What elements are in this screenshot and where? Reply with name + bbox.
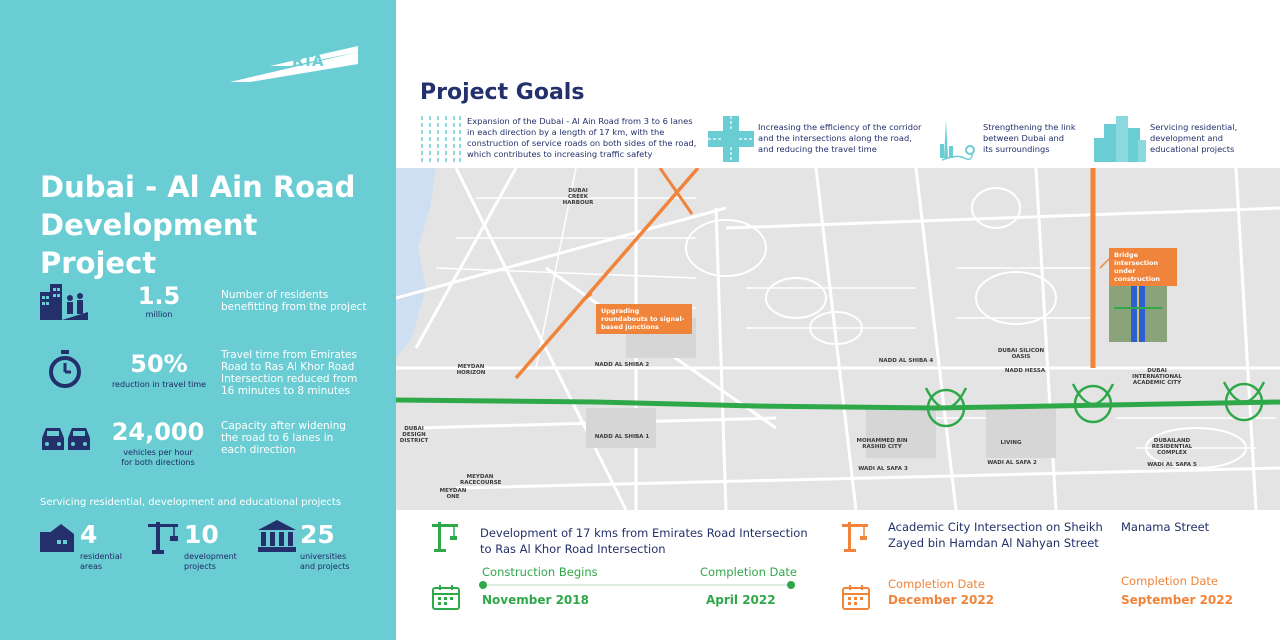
travel-time-description: Travel time from Emirates Road to Ras Al Khor Road Intersection reduced from 16 minutes to 8 minutes <box>221 349 358 397</box>
capacity-unit: vehicles per hour for both directions <box>121 448 195 467</box>
calendar-green-icon <box>432 584 460 610</box>
goal-efficiency: Increasing the efficiency of the corridor and the intersections along the road, and reducing the travel time <box>758 122 922 154</box>
academic-completion-label: Completion Date <box>888 577 986 591</box>
map-label: NADD HESSA <box>1004 368 1046 374</box>
map-label: WADI AL SAFA 5 <box>1147 462 1197 468</box>
rta-logo <box>230 46 358 86</box>
buildings-people-icon <box>40 282 88 320</box>
development-label: development projects <box>184 552 237 571</box>
crane-green-icon <box>432 520 458 552</box>
travel-time-number: 50% <box>130 350 188 378</box>
map-label: DUBAI DESIGN DISTRICT <box>399 426 429 444</box>
map-label: DUBAI INTERNATIONAL ACADEMIC CITY <box>1132 368 1182 386</box>
map-label: LIVING <box>1000 440 1022 446</box>
manama-street-text: Manama Street <box>1121 520 1210 534</box>
map-label: DUBAI CREEK HARBOUR <box>562 188 594 206</box>
map-label: MEYDAN ONE <box>439 488 467 500</box>
bridge-callout: Bridge intersection under construction <box>1109 248 1177 286</box>
map-label: NADD AL SHIBA 4 <box>878 358 934 364</box>
map-label: DUBAI SILICON OASIS <box>997 348 1045 360</box>
house-icon <box>40 522 74 552</box>
goals-title: Project Goals <box>420 80 585 105</box>
capacity-description: Capacity after widening the road to 6 lanes in each direction <box>221 420 346 456</box>
crane-orange-icon <box>842 520 868 552</box>
map-label: WADI AL SAFA 2 <box>987 460 1037 466</box>
goal-expansion: Expansion of the Dubai - Al Ain Road from 3 to 6 lanes in each direction by a length of 17 km, with the construction of service roads on both sides of the road, which contributes to increasing traffic safety <box>467 116 697 159</box>
crane-icon <box>148 520 178 554</box>
university-icon <box>258 520 296 552</box>
residents-description: Number of residents benefitting from the project <box>221 289 367 313</box>
logo-text: RTA <box>292 52 324 70</box>
travel-time-unit: reduction in travel time <box>111 380 207 389</box>
residents-unit: million <box>145 310 173 319</box>
universities-label: universities and projects <box>300 552 350 571</box>
map-label: MEYDAN RACECOURSE <box>460 474 502 486</box>
academic-city-text: Academic City Intersection on Sheikh Zayed bin Hamdan Al Nahyan Street <box>888 520 1103 550</box>
info-panel <box>0 0 396 640</box>
academic-completion-date: December 2022 <box>888 593 995 607</box>
universities-count: 25 <box>300 520 335 549</box>
skyline-route-icon <box>938 114 978 164</box>
cars-icon <box>40 424 92 454</box>
calendar-orange-icon <box>842 584 870 610</box>
residents-number: 1.5 <box>137 282 181 310</box>
towers-icon <box>1092 114 1146 162</box>
map-label: NADD AL SHIBA 2 <box>594 362 650 368</box>
manama-completion-label: Completion Date <box>1121 574 1219 588</box>
intersection-icon <box>708 116 754 162</box>
goal-link: Strengthening the link between Dubai and its surroundings <box>983 122 1076 154</box>
map-label: MEYDAN HORIZON <box>456 364 486 376</box>
map-label: NADD AL SHIBA 1 <box>594 434 650 440</box>
map-canvas <box>396 168 1280 510</box>
construction-begins-label: Construction Begins <box>482 565 598 579</box>
capacity-number: 24,000 <box>111 418 205 446</box>
map-label: DUBAILAND RESIDENTIAL COMPLEX <box>1151 438 1193 456</box>
completion-date-green: April 2022 <box>706 593 776 607</box>
page-title: Dubai - Al Ain Road Development Project <box>40 170 356 280</box>
residential-label: residential areas <box>80 552 122 571</box>
map-label: MOHAMMED BIN RASHID CITY <box>856 438 908 450</box>
lanes-icon <box>420 116 462 162</box>
development-count: 10 <box>184 520 219 549</box>
green-project-text: Development of 17 kms from Emirates Road Intersection to Ras Al Khor Road Intersection <box>480 526 808 556</box>
goal-servicing: Servicing residential, development and educational projects <box>1150 122 1238 154</box>
completion-label-green: Completion Date <box>700 565 798 579</box>
timeline-bar <box>478 580 798 590</box>
servicing-title: Servicing residential, development and educational projects <box>40 497 342 508</box>
manama-completion-date: September 2022 <box>1121 593 1233 607</box>
stopwatch-icon <box>48 350 82 388</box>
roundabouts-callout: Upgrading roundabouts to signal-based junctions <box>596 304 692 334</box>
residential-count: 4 <box>80 520 98 549</box>
map-label: WADI AL SAFA 3 <box>858 466 908 472</box>
construction-begins-date: November 2018 <box>482 593 589 607</box>
project-map <box>396 168 1280 510</box>
